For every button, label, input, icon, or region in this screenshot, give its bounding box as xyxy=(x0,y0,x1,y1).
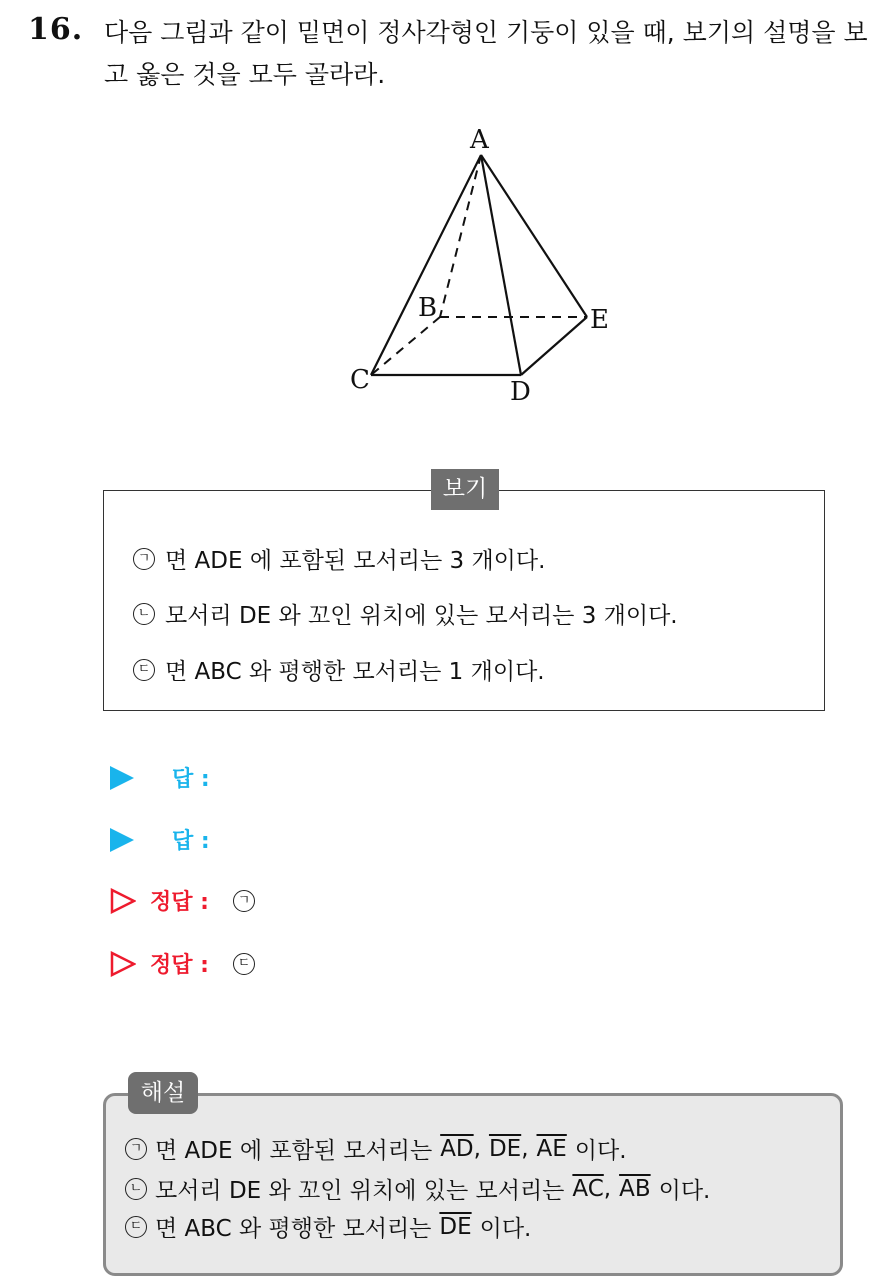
edge-AC xyxy=(371,155,481,375)
solution-line-3 xyxy=(125,1210,531,1243)
answer-blank-row-2 xyxy=(110,824,210,855)
outline-triangle-icon xyxy=(110,951,136,977)
bogi-item-1 xyxy=(133,542,545,575)
solution-text: 면 ABC 와 평행한 모서리는 xyxy=(155,1216,432,1242)
circled-marker-icon: ㄱ xyxy=(133,548,155,570)
bogi-item-text: 모서리 DE 와 꼬인 위치에 있는 모서리는 3 개이다. xyxy=(165,603,678,629)
correct-answer-row-1 xyxy=(110,885,255,916)
solution-text: 이다. xyxy=(658,1178,711,1204)
answer-blank-label: 답 : xyxy=(172,767,210,792)
edge-AB xyxy=(440,155,481,317)
vertex-label-E: E xyxy=(590,305,609,335)
edge-AD xyxy=(481,155,521,375)
correct-answer-label: 정답 : xyxy=(150,953,209,978)
bogi-item-3 xyxy=(133,653,545,686)
pyramid-figure xyxy=(330,115,620,415)
bogi-item-2 xyxy=(133,597,678,630)
solution-line-1: ㄱ 면 ADE 에 포함된 모서리는 $\overline{AD}$, $\overline{DE}$, $\overline{AE}$ 이다. xyxy=(125,1132,627,1165)
solution-text: 이다. xyxy=(479,1216,532,1242)
solution-title: 해설 xyxy=(128,1072,198,1114)
solution-text: 모서리 DE 와 꼬인 위치에 있는 모서리는 xyxy=(155,1178,565,1204)
correct-answer-row-2 xyxy=(110,948,255,979)
answer-blank-row-1 xyxy=(110,762,210,793)
circled-marker-icon: ㄴ xyxy=(125,1178,147,1200)
edge-BC xyxy=(371,317,440,375)
solution-text: 이다. xyxy=(574,1138,627,1164)
filled-triangle-icon xyxy=(110,766,134,790)
bogi-item-text: 면 ADE 에 포함된 모서리는 3 개이다. xyxy=(165,548,546,574)
vertex-label-B: B xyxy=(418,293,438,323)
vertex-label-D: D xyxy=(510,377,531,407)
correct-answer-label: 정답 : xyxy=(150,890,209,915)
edge-notation: $\overline{DE}$ xyxy=(488,1135,522,1162)
bogi-item-text: 면 ABC 와 평행한 모서리는 1 개이다. xyxy=(165,659,545,685)
bogi-title: 보기 xyxy=(431,469,499,510)
circled-marker-icon: ㄷ xyxy=(125,1216,147,1238)
circled-marker-icon: ㄷ xyxy=(133,659,155,681)
correct-answer-value: ㄷ xyxy=(233,953,255,975)
edge-notation: $\overline{DE}$ xyxy=(439,1213,472,1240)
vertex-label-C: C xyxy=(350,365,370,395)
edge-notation: $\overline{AD}$ xyxy=(440,1135,474,1162)
filled-triangle-icon xyxy=(110,828,134,852)
edge-DE xyxy=(521,317,587,375)
solution-text: 면 ADE 에 포함된 모서리는 xyxy=(155,1138,433,1164)
question-text: 다음 그림과 같이 밑면이 정사각형인 기둥이 있을 때, 보기의 설명을 보고 옳은 것을 모두 골라라. xyxy=(104,18,868,89)
edge-notation: $\overline{AB}$ xyxy=(619,1175,651,1202)
circled-marker-icon: ㄴ xyxy=(133,603,155,625)
edge-notation: $\overline{AE}$ xyxy=(536,1135,567,1162)
circled-marker-icon: ㄱ xyxy=(125,1138,147,1160)
answer-blank-label: 답 : xyxy=(172,829,210,854)
correct-answer-value: ㄱ xyxy=(233,890,255,912)
outline-triangle-icon xyxy=(110,888,136,914)
edge-notation: $\overline{AC}$ xyxy=(572,1175,604,1202)
vertex-label-A: A xyxy=(470,125,489,155)
question-number: 16. xyxy=(28,12,84,47)
edge-AE xyxy=(481,155,587,317)
solution-line-2: ㄴ 모서리 DE 와 꼬인 위치에 있는 모서리는 $\overline{AC}$, $\overline{AB}$ 이다. xyxy=(125,1172,710,1205)
